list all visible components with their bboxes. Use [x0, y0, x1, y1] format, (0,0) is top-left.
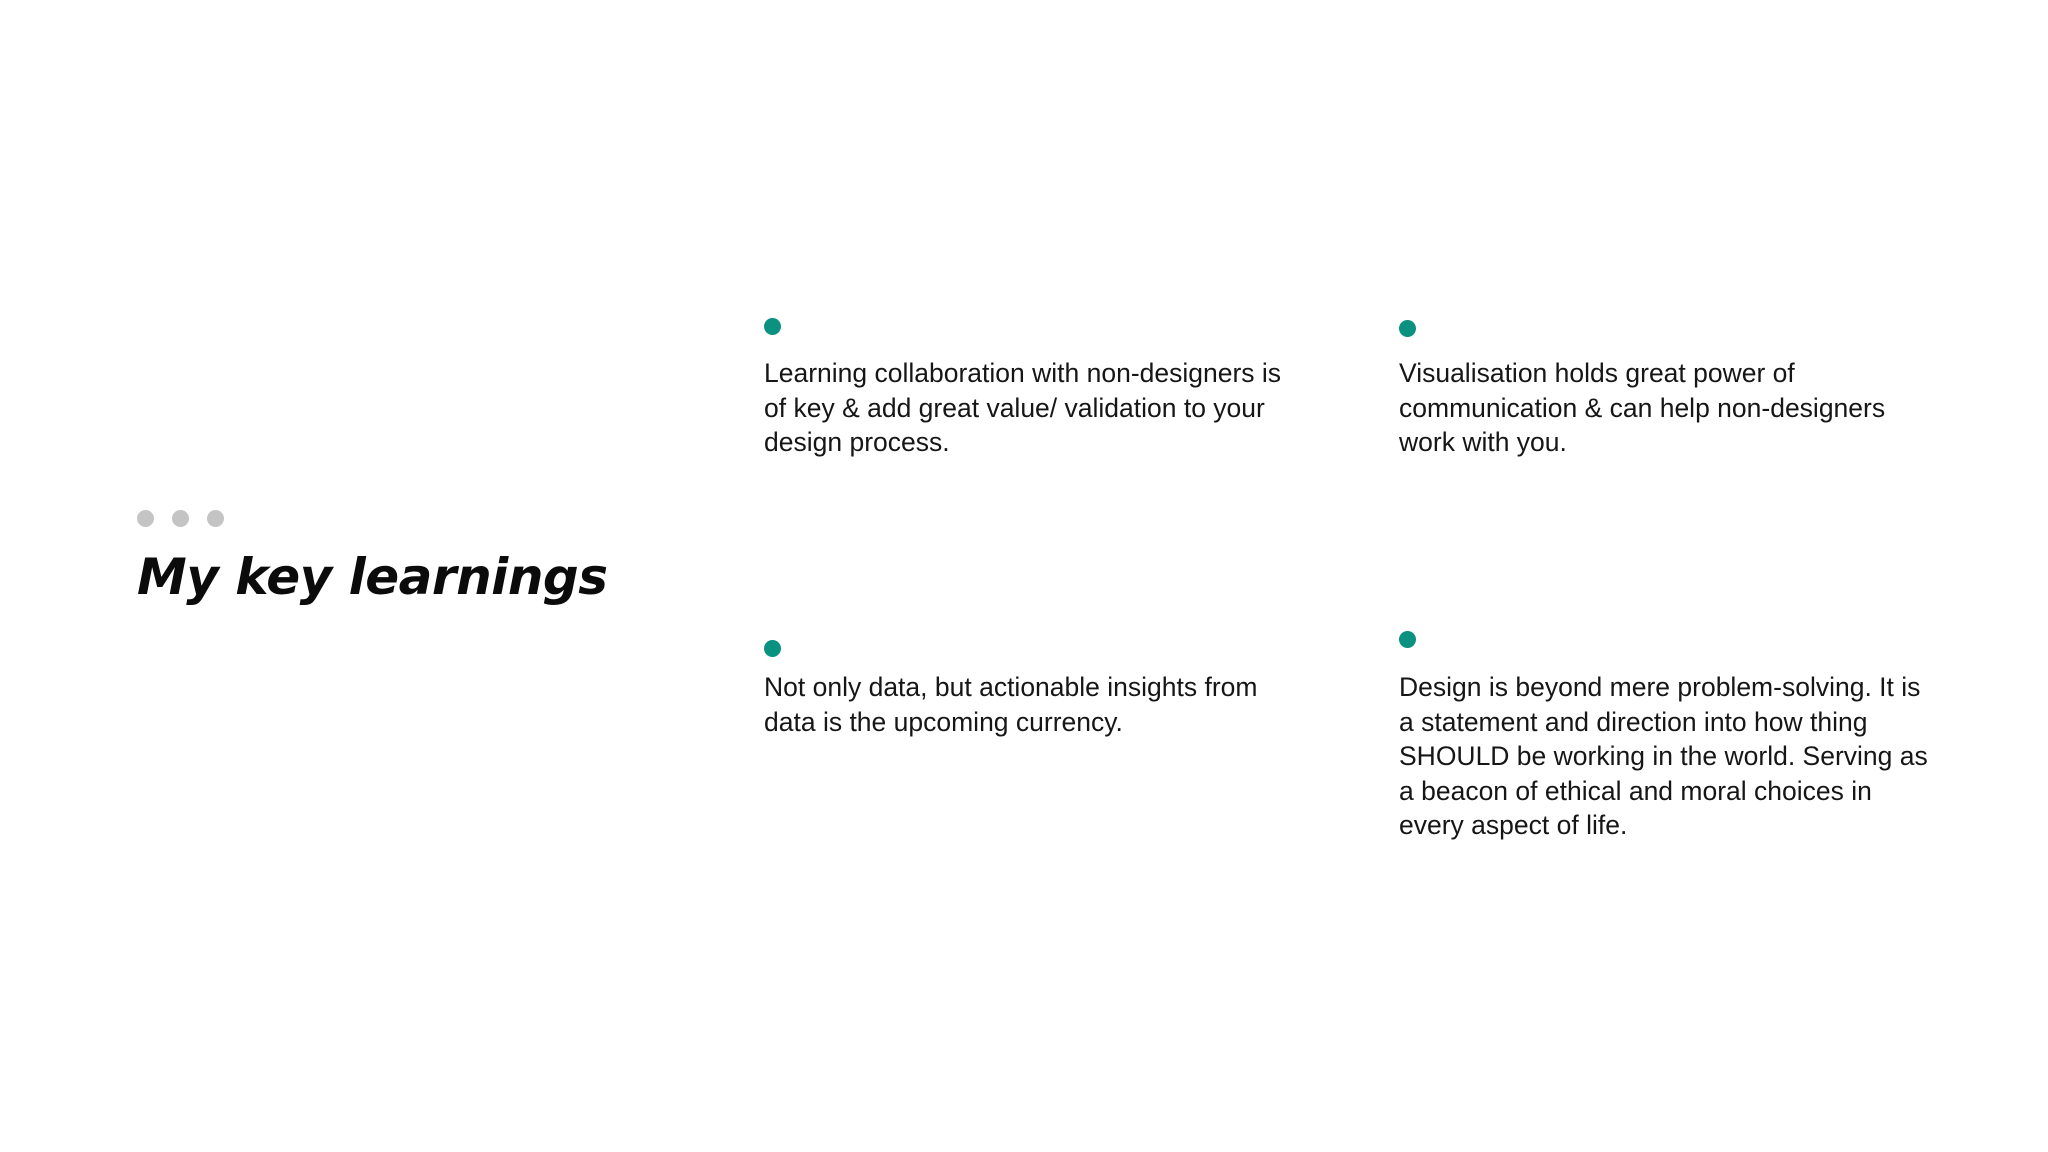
teal-dot-icon [764, 640, 781, 657]
teal-dot-icon [1399, 320, 1416, 337]
teal-dot-icon [764, 318, 781, 335]
learning-text: Design is beyond mere problem-solving. It is a statement and direction into how thing SHOULD be working in the world. Serving as a beacon of ethical and moral choices in every aspect of life. [1399, 672, 1928, 840]
learning-text: Visualisation holds great power of communication & can help non-designers work with you. [1399, 358, 1886, 457]
teal-dot-icon [1399, 631, 1416, 648]
ellipsis-dots-icon [137, 510, 224, 527]
learning-text: Learning collaboration with non-designers is of key & add great value/ validation to your design process. [764, 358, 1282, 457]
learning-text: Not only data, but actionable insights from data is the upcoming currency. [764, 672, 1258, 737]
page-title: My key learnings [137, 548, 608, 606]
grey-dot-icon [172, 510, 189, 527]
grey-dot-icon [137, 510, 154, 527]
grey-dot-icon [207, 510, 224, 527]
